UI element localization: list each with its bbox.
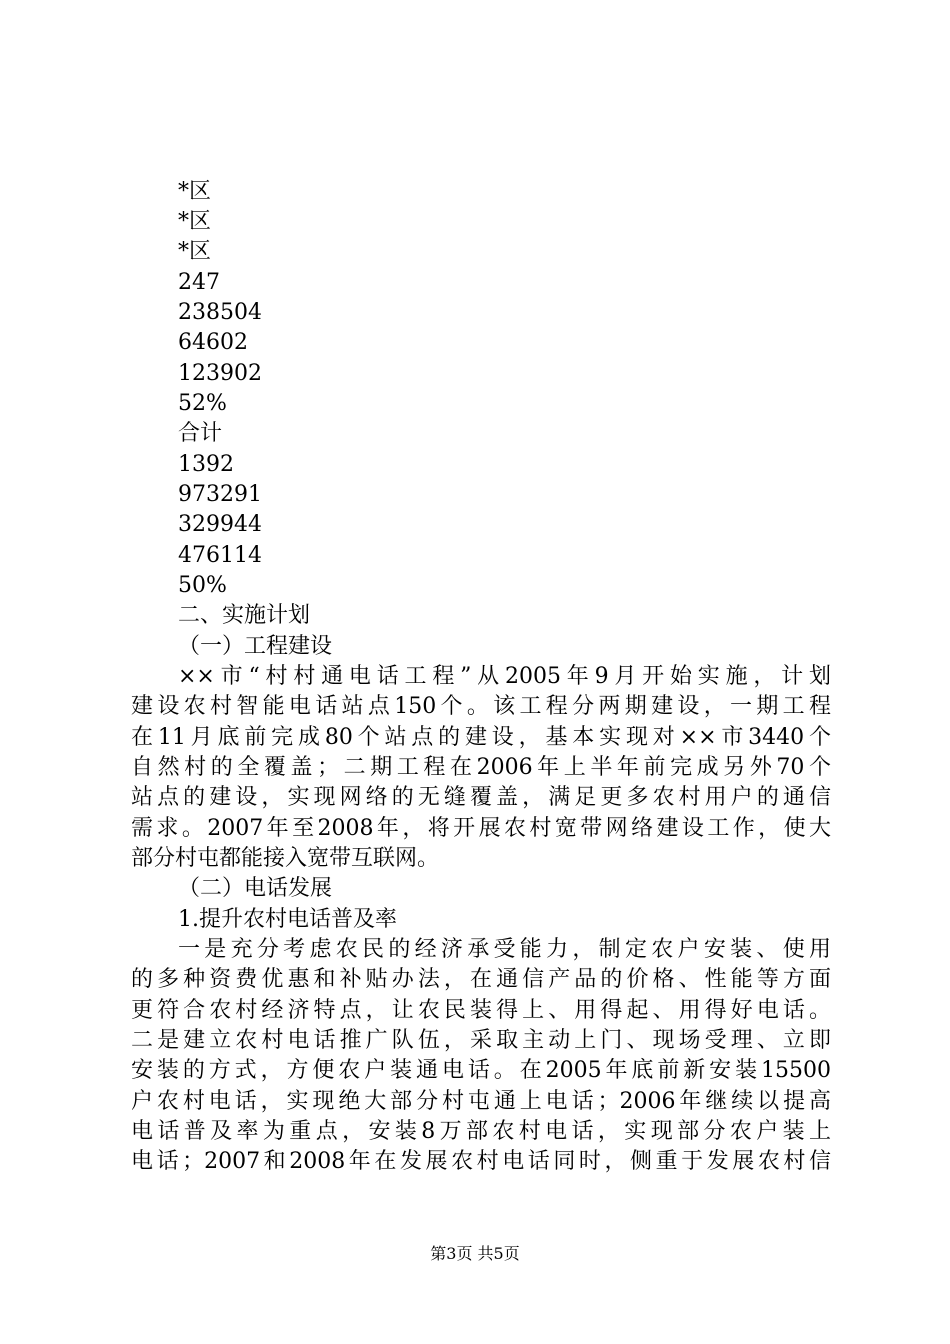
subsection-heading: （一）工程建设 <box>178 634 333 659</box>
paragraph-line: 站点的建设，实现网络的无缝覆盖，满足更多农村用户的通信 <box>131 785 831 810</box>
table-cell-total-label: 合计 <box>178 421 223 446</box>
paragraph-line: 电话；2007和2008年在发展农村电话同时，侧重于发展农村信 <box>131 1149 831 1174</box>
paragraph-line: ××市“村村通电话工程”从2005年9月开始实施，计划 <box>178 664 831 689</box>
paragraph-line: 安装的方式，方便农户装通电话。在2005年底前新安装15500 <box>131 1058 831 1083</box>
paragraph-line: 二是建立农村电话推广队伍，采取主动上门、现场受理、立即 <box>131 1028 831 1053</box>
table-cell-value: 1392 <box>178 452 234 477</box>
subsection-heading: （二）电话发展 <box>178 876 333 901</box>
table-cell-value: 329944 <box>178 512 262 537</box>
paragraph-line: 更符合农村经济特点，让农民装得上、用得起、用得好电话。 <box>131 998 831 1023</box>
paragraph-line: 一是充分考虑农民的经济承受能力，制定农户安装、使用 <box>178 937 831 962</box>
paragraph-line: 户农村电话，实现绝大部分村屯通上电话；2006年继续以提高 <box>131 1089 831 1114</box>
paragraph-line: 的多种资费优惠和补贴办法，在通信产品的价格、性能等方面 <box>131 967 831 992</box>
paragraph-line: 建设农村智能电话站点150个。该工程分两期建设，一期工程 <box>131 694 831 719</box>
table-cell-value: 973291 <box>178 482 262 507</box>
table-cell-value: 64602 <box>178 330 248 355</box>
table-cell-value: 52% <box>178 391 227 416</box>
paragraph-line: 需求。2007年至2008年，将开展农村宽带网络建设工作，使大 <box>131 816 831 841</box>
table-cell-value: 247 <box>178 270 220 295</box>
table-cell-district-3: *区 <box>178 239 212 264</box>
table-cell-district-1: *区 <box>178 179 212 204</box>
table-cell-value: 123902 <box>178 361 262 386</box>
table-cell-district-2: *区 <box>178 209 212 234</box>
section-heading: 二、实施计划 <box>178 603 311 628</box>
paragraph-line: 部分村屯都能接入宽带互联网。 <box>131 846 440 871</box>
table-cell-value: 476114 <box>178 543 262 568</box>
paragraph-line: 在11月底前完成80个站点的建设，基本实现对××市3440个 <box>131 725 831 750</box>
paragraph-line: 电话普及率为重点，安装8万部农村电话，实现部分农户装上 <box>131 1119 831 1144</box>
page-footer: 第3页 共5页 <box>430 1244 520 1263</box>
paragraph-line: 自然村的全覆盖；二期工程在2006年上半年前完成另外70个 <box>131 755 831 780</box>
item-heading: 1.提升农村电话普及率 <box>178 907 397 932</box>
table-cell-value: 238504 <box>178 300 262 325</box>
table-cell-value: 50% <box>178 573 227 598</box>
